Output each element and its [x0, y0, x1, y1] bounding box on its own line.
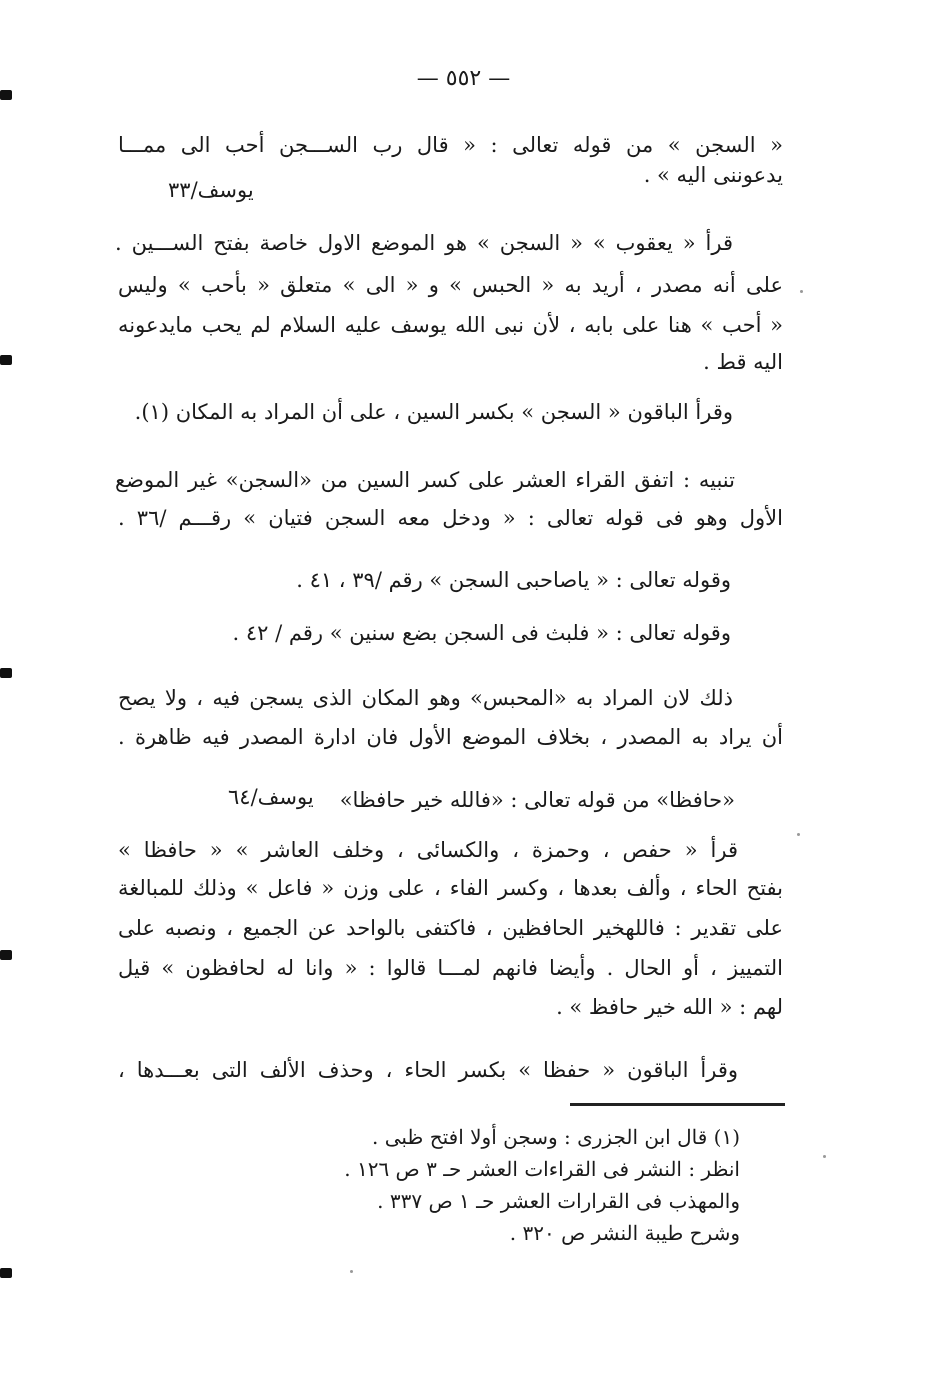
- text-line: على أنه مصدر ، أريد به « الحبس » و « الى » متعلق « بأحب » وليس: [118, 273, 783, 297]
- text-line: تنبيه : اتفق القراء العشر على كسر السين من «السجن» غير الموضع: [115, 468, 735, 492]
- scan-speck: [823, 1155, 826, 1158]
- text-line: على تقدير : فاللهخير الحافظين ، فاكتفى بالواحد عن الجميع ، ونصبه على: [118, 916, 783, 940]
- text-line: «حافظا» من قوله تعالى : «فالله خير حافظا»: [339, 788, 735, 812]
- text-line: يدعوننى اليه » .: [643, 163, 783, 187]
- text-line: ذلك لان المراد به «المحبس» وهو المكان الذى يسجن فيه ، ولا يصح: [118, 686, 733, 710]
- scan-speck: [350, 1270, 353, 1273]
- scan-mark: [0, 950, 12, 960]
- footnote-separator: [570, 1103, 785, 1106]
- text-line: قرأ « يعقوب » « السجن » هو الموضع الاول خاصة بفتح الســـين .: [115, 231, 733, 255]
- scan-mark: [0, 668, 12, 678]
- text-line: « أحب » هنا على بابه ، لأن نبى الله يوسف عليه السلام لم يحب مايدعونه: [118, 313, 783, 337]
- scan-mark: [0, 90, 12, 100]
- scan-speck: [800, 290, 803, 293]
- text-line: التمييز ، أو الحال . وأيضا فانهم لمـــا قالوا : « وانا له لحافظون » قيل: [118, 956, 783, 980]
- text-line: وقوله تعالى : « فلبث فى السجن بضع سنين » رقم / ٤٢ .: [232, 621, 731, 645]
- text-line: بفتح الحاء ، وألف بعدها ، وكسر الفاء ، على وزن « فاعل » وذلك للمبالغة: [118, 876, 783, 900]
- text-line: قرأ « حفص ، وحمزة ، والكسائى ، وخلف العاشر » « حافظا »: [118, 838, 738, 862]
- footnote-line: انظر : النشر فى القراءات العشر حـ ٣ ص ١٢٦ .: [344, 1157, 740, 1181]
- text-line: وقرأ الباقون « حفظا » بكسر الحاء ، وحذف الألف التى بعـــدها ،: [118, 1058, 738, 1082]
- page-number: — ٥٥٢ —: [416, 66, 511, 91]
- text-line: اليه قط .: [703, 350, 783, 374]
- text-line: وقرأ الباقون « السجن » بكسر السين ، على أن المراد به المكان (١).: [134, 400, 733, 424]
- scan-mark: [0, 1268, 12, 1278]
- footnote-line: وشرح طيبة النشر ص ٣٢٠ .: [509, 1221, 740, 1245]
- text-line: « السجن » من قوله تعالى : « قال رب الســـجن أحب الى ممـــا: [118, 133, 783, 157]
- scan-mark: [0, 355, 12, 365]
- verse-reference: يوسف/٦٤: [228, 785, 314, 809]
- text-line: لهم : « الله خير حافظ » .: [556, 995, 783, 1019]
- footnote-line: والمهذب فى القرارات العشر حـ ١ ص ٣٣٧ .: [377, 1189, 740, 1213]
- verse-reference: يوسف/٣٣: [168, 178, 254, 202]
- text-line: أن يراد به المصدر ، بخلاف الموضع الأول فان ادارة المصدر فيه ظاهرة .: [118, 725, 783, 749]
- text-line: وقوله تعالى : « ياصاحبى السجن » رقم /٣٩ ، ٤١ .: [296, 568, 731, 592]
- scan-speck: [797, 833, 800, 836]
- text-line: الأول وهو فى قوله تعالى : « ودخل معه السجن فتيان » رقـــم /٣٦ .: [118, 506, 783, 530]
- footnote-line: (١) قال ابن الجزرى : وسجن أولا افتح ظبى .: [372, 1125, 740, 1149]
